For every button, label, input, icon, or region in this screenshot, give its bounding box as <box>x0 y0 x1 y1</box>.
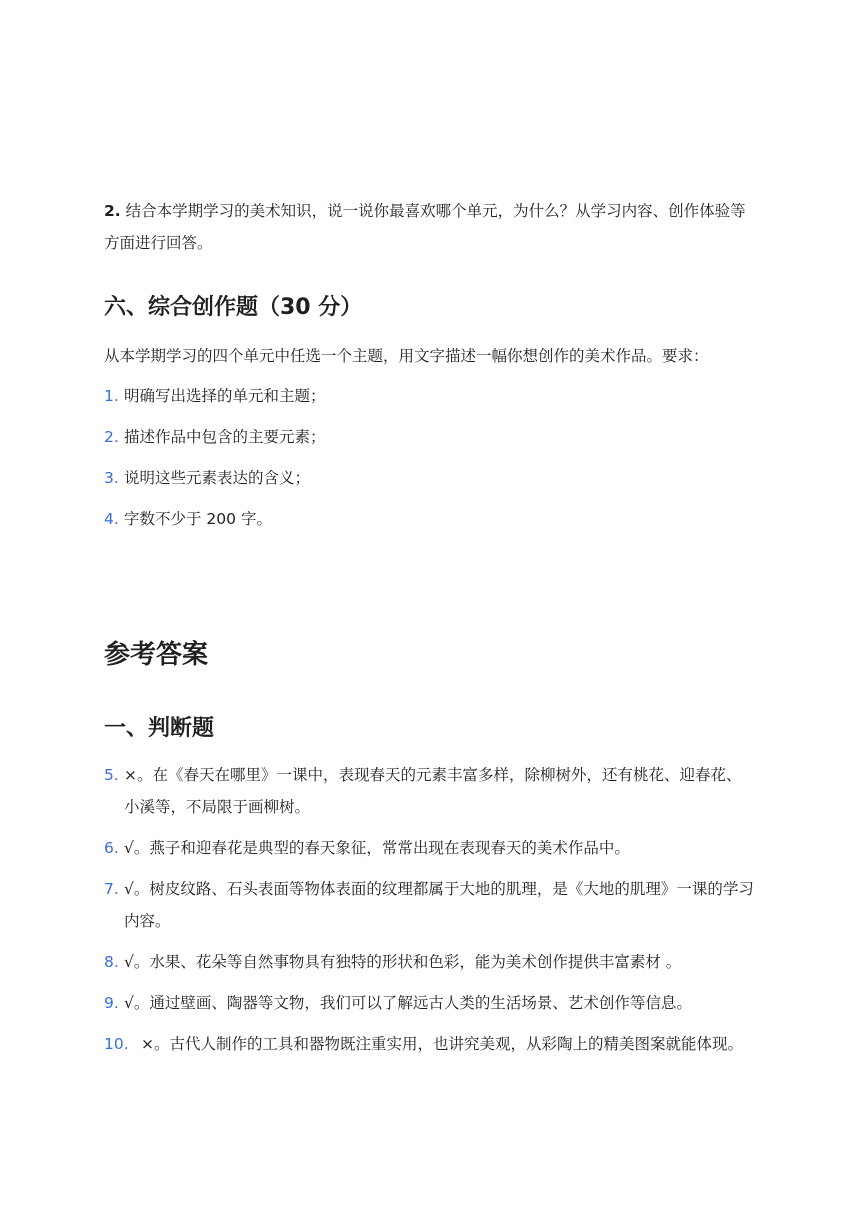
list-item-number: 3. <box>104 469 119 487</box>
answer-number: 6. <box>104 839 119 857</box>
question-2-text: 结合本学期学习的美术知识，说一说你最喜欢哪个单元，为什么？从学习内容、创作体验等方面进行回答。 <box>104 202 746 252</box>
answer-text: ×。在《春天在哪里》一课中，表现春天的元素丰富多样，除柳树外，还有桃花、迎春花、小溪等，不局限于画柳树。 <box>124 766 742 816</box>
answer-number: 7. <box>104 880 119 898</box>
list-item-text: 字数不少于 200 字。 <box>124 510 272 528</box>
answer-text: √。通过壁画、陶器等文物，我们可以了解远古人类的生活场景、艺术创作等信息。 <box>124 994 692 1012</box>
answer-item <box>104 1028 754 1060</box>
section-6-heading: 六、综合创作题（30 分） <box>104 295 363 320</box>
answers-heading: 参考答案 <box>104 640 209 670</box>
answer-item <box>104 946 754 978</box>
answer-text: √。燕子和迎春花是典型的春天象征，常常出现在表现春天的美术作品中。 <box>124 839 630 857</box>
answer-item <box>104 759 754 823</box>
list-item <box>104 421 754 453</box>
list-item-number: 1. <box>104 387 119 405</box>
answer-text: ×。古代人制作的工具和器物既注重实用，也讲究美观，从彩陶上的精美图案就能体现。 <box>141 1035 743 1053</box>
list-item-number: 2. <box>104 428 119 446</box>
question-2-number: 2. <box>104 202 121 220</box>
requirements-list <box>104 380 754 544</box>
list-item <box>104 380 754 412</box>
answer-number: 5. <box>104 766 119 784</box>
answers-list <box>104 759 754 1069</box>
answer-number: 8. <box>104 953 119 971</box>
list-item <box>104 503 754 535</box>
list-item-text: 描述作品中包含的主要元素； <box>124 428 326 446</box>
question-2 <box>104 195 754 259</box>
answer-item <box>104 832 754 864</box>
list-item-number: 4. <box>104 510 119 528</box>
answer-number: 10. <box>104 1035 129 1053</box>
section-1-heading: 一、判断题 <box>104 716 215 741</box>
list-item-text: 说明这些元素表达的含义； <box>124 469 311 487</box>
answer-text: √。水果、花朵等自然事物具有独特的形状和色彩，能为美术创作提供丰富素材 。 <box>124 953 682 971</box>
list-item-text: 明确写出选择的单元和主题； <box>124 387 326 405</box>
answer-number: 9. <box>104 994 119 1012</box>
section-6-intro: 从本学期学习的四个单元中任选一个主题，用文字描述一幅你想创作的美术作品。要求： <box>104 347 709 365</box>
answer-item <box>104 987 754 1019</box>
list-item <box>104 462 754 494</box>
answer-text: √。树皮纹路、石头表面等物体表面的纹理都属于大地的肌理，是《大地的肌理》一课的学习内容。 <box>124 880 754 930</box>
answer-item <box>104 873 754 937</box>
